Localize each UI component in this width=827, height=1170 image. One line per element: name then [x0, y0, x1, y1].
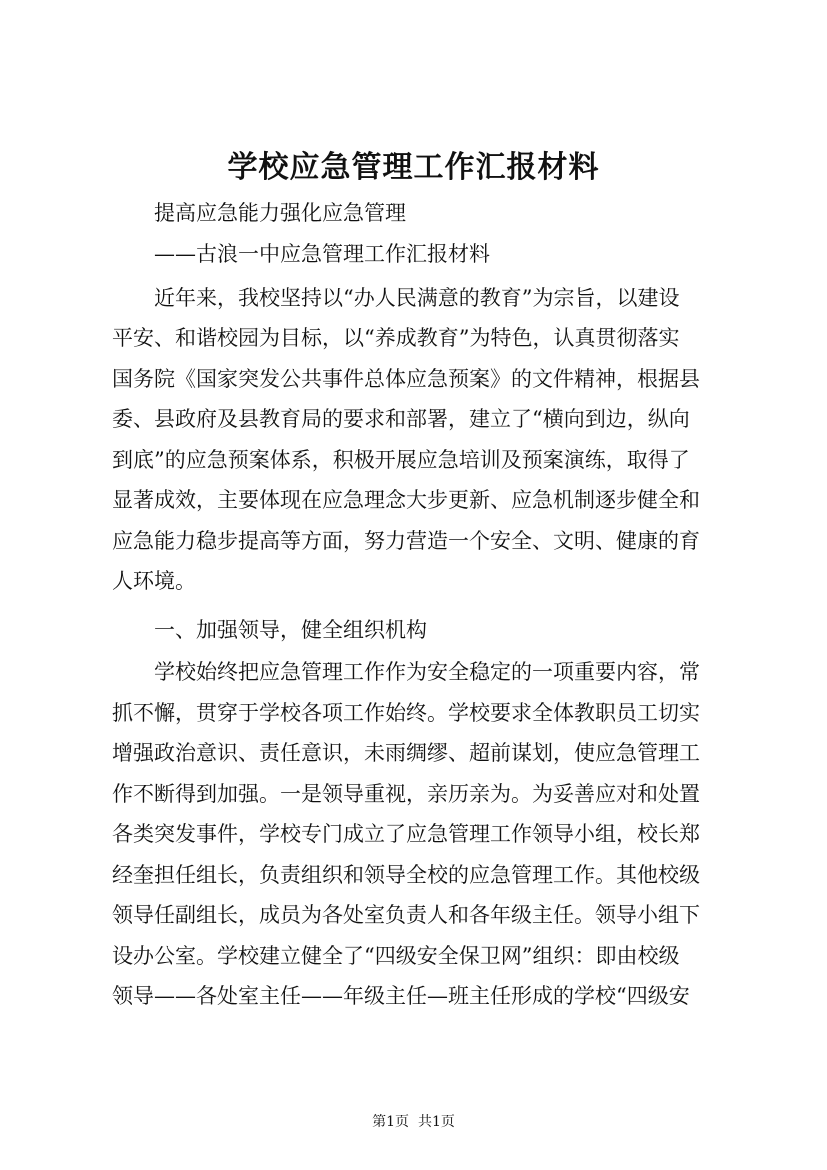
paragraph-line: 委、县政府及县教育局的要求和部署，建立了“横向到边，纵向 [112, 407, 690, 431]
section-heading: 一、加强领导，健全组织机构 [154, 618, 427, 642]
paragraph-line: 学校始终把应急管理工作作为安全稳定的一项重要内容，常 [154, 660, 700, 684]
paragraph-line: 领导——各处室主任——年级主任—班主任形成的学校“四级安 [112, 984, 690, 1008]
paragraph-line: 到底”的应急预案体系，积极开展应急培训及预案演练，取得了 [112, 448, 690, 472]
paragraph-line: 领导任副组长，成员为各处室负责人和各年级主任。领导小组下 [112, 903, 700, 927]
paragraph-line: 平安、和谐校园为目标，以“养成教育”为特色，认真贯彻落实 [112, 326, 680, 350]
document-subtitle: 提高应急能力强化应急管理 [154, 201, 406, 225]
paragraph-line: 经奎担任组长，负责组织和领导全校的应急管理工作。其他校级 [112, 863, 700, 887]
paragraph-line: 各类突发事件，学校专门成立了应急管理工作领导小组，校长郑 [112, 822, 700, 846]
paragraph-line: 抓不懈，贯穿于学校各项工作始终。学校要求全体教职员工切实 [112, 701, 700, 725]
paragraph-line: 增强政治意识、责任意识，未雨绸缪、超前谋划，使应急管理工 [112, 741, 700, 765]
paragraph-line: 应急能力稳步提高等方面，努力营造一个安全、文明、健康的育 [112, 529, 700, 553]
paragraph-line: 设办公室。学校建立健全了“四级安全保卫网”组织：即由校级 [112, 944, 680, 968]
document-source-line: ——古浪一中应急管理工作汇报材料 [154, 242, 490, 266]
page-footer: 第1页 共1页 [372, 1114, 455, 1130]
paragraph-line: 显著成效，主要体现在应急理念大步更新、应急机制逐步健全和 [112, 488, 700, 512]
paragraph-line: 近年来，我校坚持以“办人民满意的教育”为宗旨，以建设 [154, 286, 680, 310]
paragraph-line: 作不断得到加强。一是领导重视，亲历亲为。为妥善应对和处置 [112, 782, 700, 806]
document-title: 学校应急管理工作汇报材料 [227, 150, 600, 185]
paragraph-line: 人环境。 [112, 569, 196, 593]
paragraph-line: 国务院《国家突发公共事件总体应急预案》的文件精神，根据县 [112, 367, 700, 391]
